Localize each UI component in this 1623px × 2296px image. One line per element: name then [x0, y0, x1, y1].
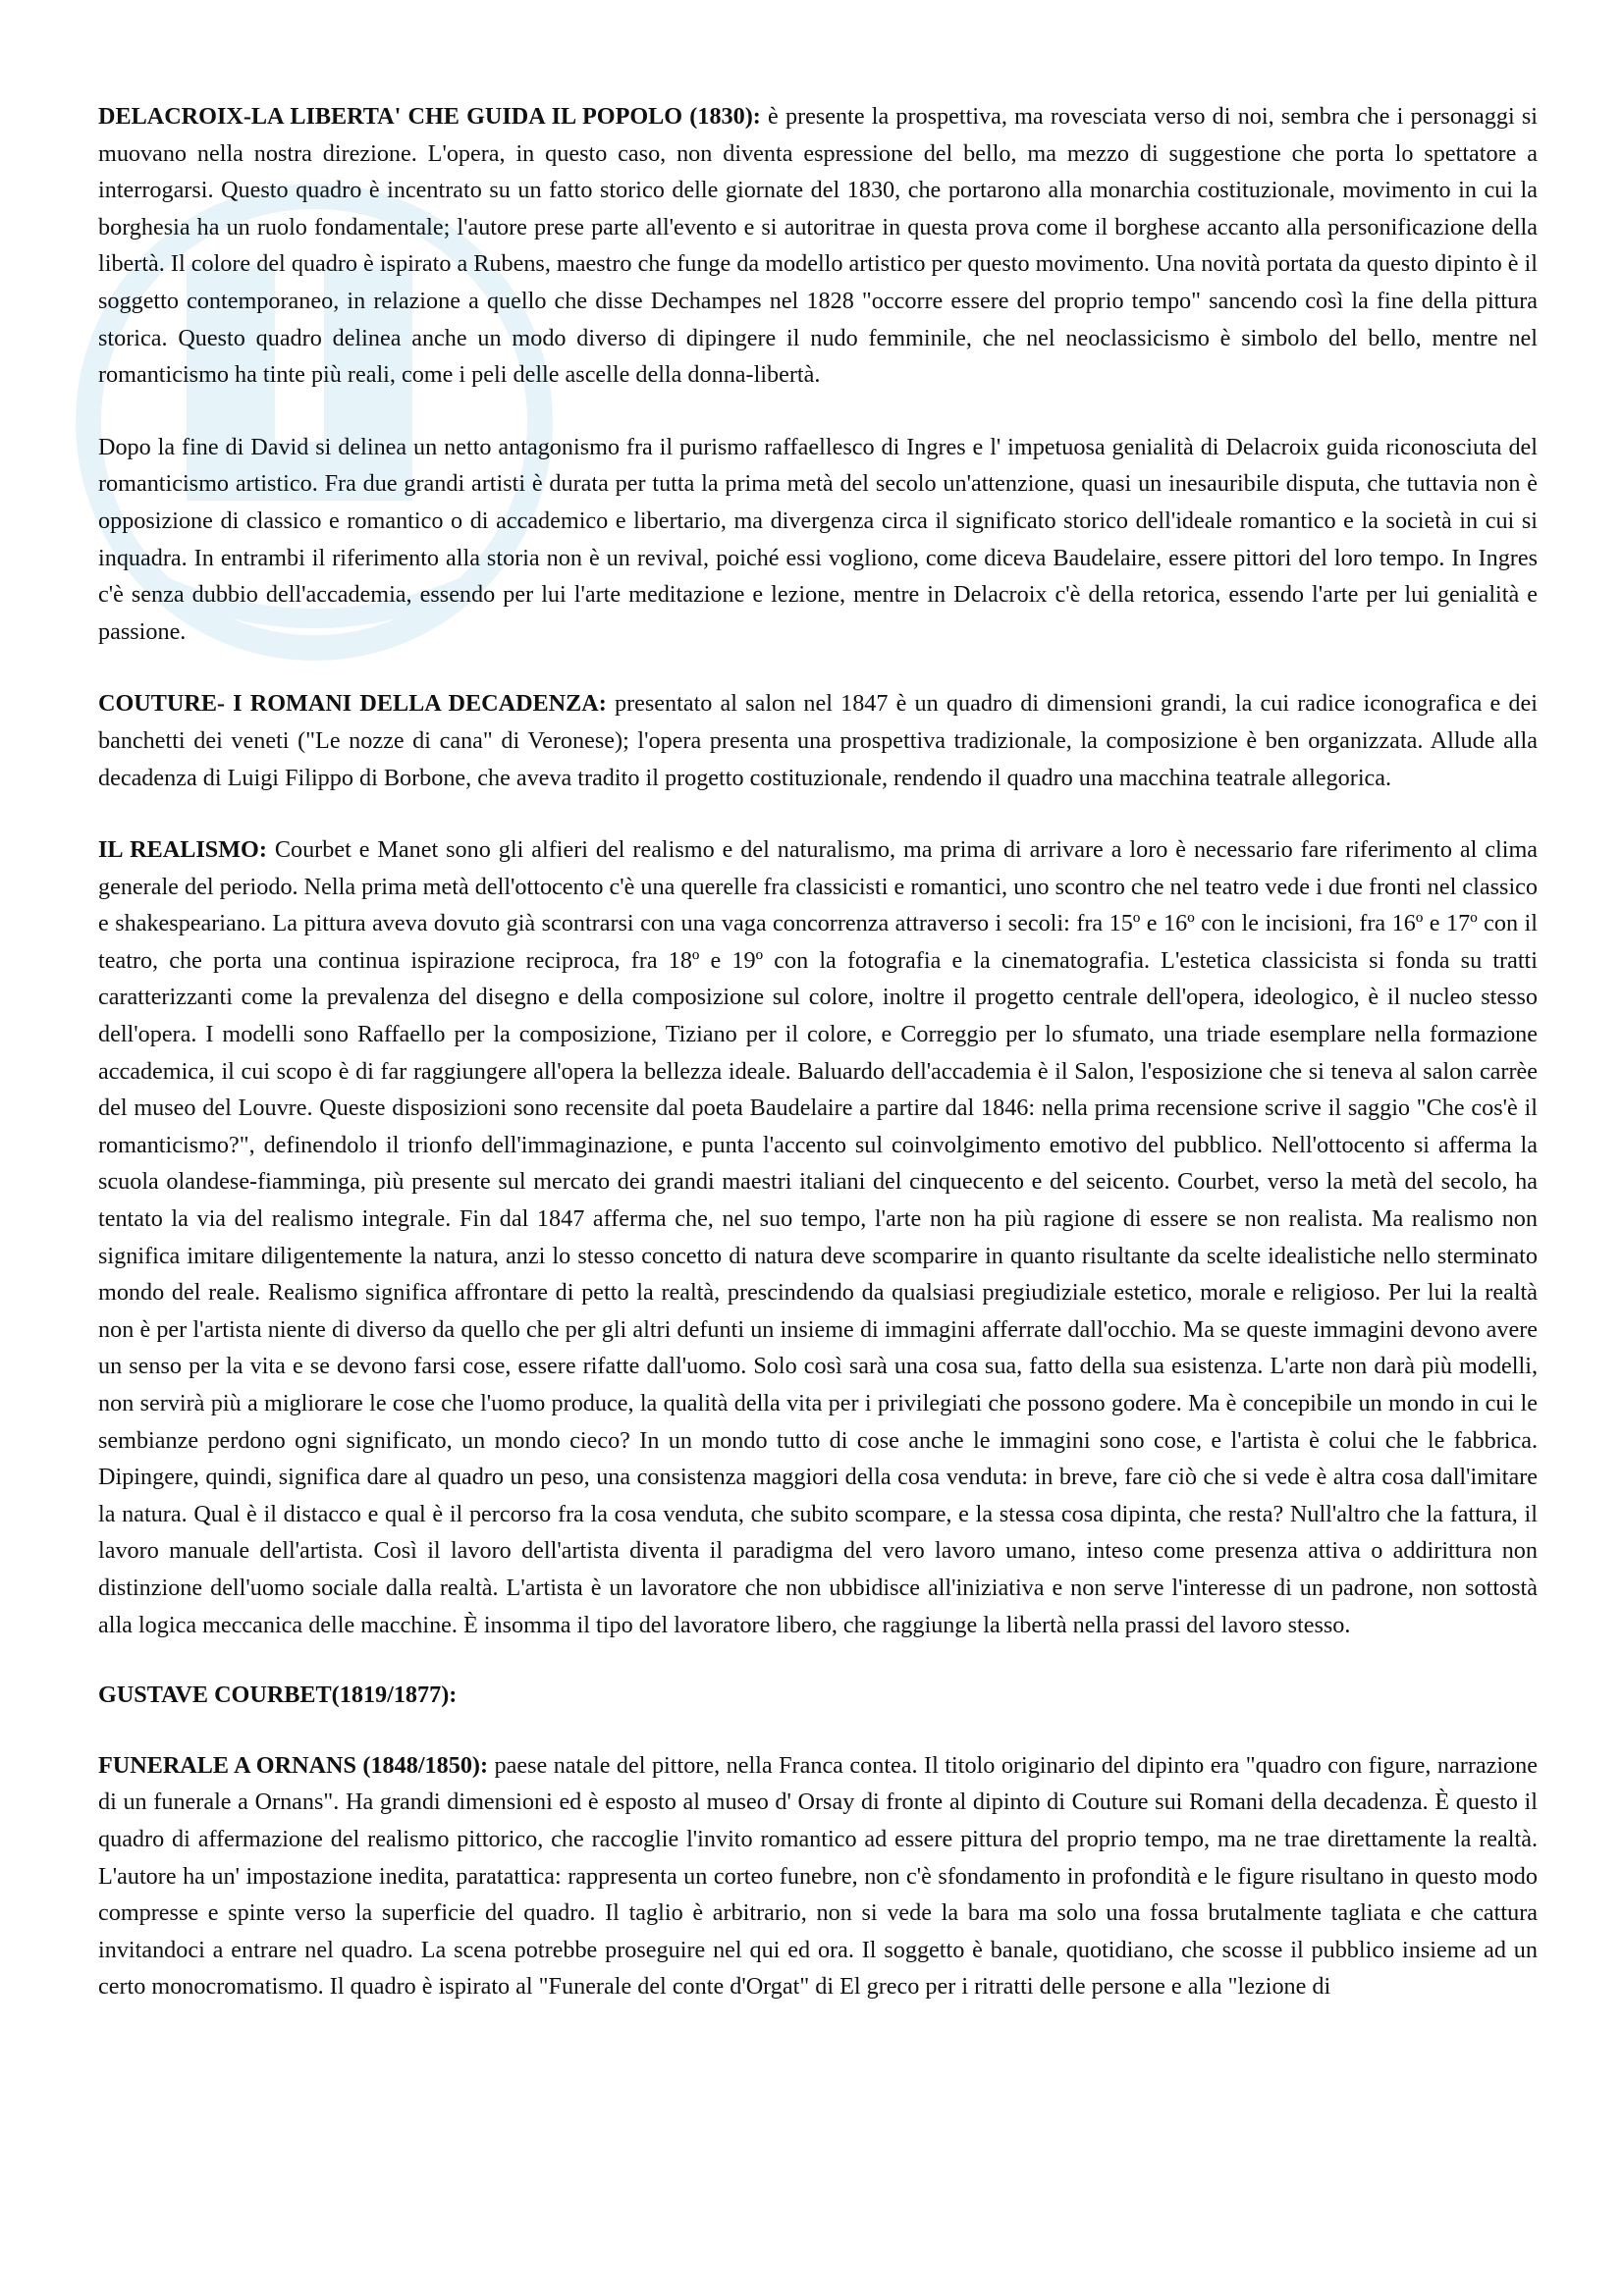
- heading-funerale: FUNERALE A ORNANS (1848/1850):: [98, 1751, 489, 1779]
- paragraph-couture: [98, 685, 1538, 796]
- heading-realismo: IL REALISMO:: [98, 836, 267, 864]
- heading-courbet: GUSTAVE COURBET(1819/1877):: [98, 1682, 458, 1709]
- paragraph-realismo: [98, 831, 1538, 1643]
- document-body: [98, 98, 1538, 2005]
- text-delacroix: è presente la prospettiva, ma rovesciata verso di noi, sembra che i personaggi si muovano nella nostra direzione. L'opera, in questo caso, non diventa espressione del bello, ma mezzo di suggestione che porta lo spettatore a interrogarsi. Questo quadro è incentrato su un fatto storico delle giornate del 1830, che portarono alla monarchia costituzionale, movimento in cui la borghesia ha un ruolo fondamentale; l'autore prese parte all'evento e si autoritrae in questa prova come il borghese accanto alla personificazione della libertà. Il colore del quadro è ispirato a Rubens, maestro che funge da modello artistico per questo movimento. Una novità portata da questo dipinto è il soggetto contemporaneo, in relazione a quello che disse Dechampes nel 1828 "occorre essere del proprio tempo" sancendo così la fine della pittura storica. Questo quadro delinea anche un modo diverso di dipingere il nudo femminile, che nel neoclassicismo è simbolo del bello, mentre nel romanticismo ha tinte più reali, come i peli delle ascelle della donna-libertà.: [98, 103, 1539, 389]
- text-ingres-delacroix: Dopo la fine di David si delinea un netto antagonismo fra il purismo raffaellesco di Ingres e l' impetuosa genialità di Delacroix guida riconosciuta del romanticismo artistico. Fra due grandi artisti è durata per tutta la prima metà del secolo un'attenzione, quasi un inesauribile disputa, che tuttavia non è opposizione di classico e romantico o di accademico e libertario, ma divergenza circa il significato storico dell'ideale romantico e la società in cui si inquadra. In entrambi il riferimento alla storia non è un revival, poiché essi vogliono, come diceva Baudelaire, essere pittori del loro tempo. In Ingres c'è senza dubbio dell'accademia, essendo per lui l'arte meditazione e lezione, mentre in Delacroix c'è della retorica, essendo l'arte per lui genialità e passione.: [98, 433, 1538, 645]
- paragraph-delacroix: [98, 98, 1538, 394]
- paragraph-courbet-title: [98, 1677, 1538, 1714]
- text-couture: presentato al salon nel 1847 è un quadro di dimensioni grandi, la cui radice iconografica e dei banchetti dei veneti ("Le nozze di cana" di Veronese); l'opera presenta una prospettiva tradizionale, la composizione è ben organizzata. Allude alla decadenza di Luigi Filippo di Borbone, che aveva tradito il progetto costituzionale, rendendo il quadro una macchina teatrale allegorica.: [98, 690, 1538, 791]
- paragraph-ingres-delacroix: [98, 429, 1538, 651]
- text-funerale: paese natale del pittore, nella Franca contea. Il titolo originario del dipinto era "quadro con figure, narrazione di un funerale a Ornans". Ha grandi dimensioni ed è esposto al museo d' Orsay di fronte al dipinto di Couture sui Romani della decadenza. È questo il quadro di affermazione del realismo pittorico, che raccoglie l'invito romantico ad essere pittura del proprio tempo, ma ne trae direttamente la realtà. L'autore ha un' impostazione inedita, paratattica: rappresenta un corteo funebre, non c'è sfondamento in profondità e le figure risultano in questo modo compresse e spinte verso la superficie del quadro. Il taglio è arbitrario, non si vede la bara ma solo una fossa brutalmente tagliata e che cattura invitandoci a entrare nel quadro. La scena potrebbe proseguire nel qui ed ora. Il soggetto è banale, quotidiano, che scosse il pubblico insieme ad un certo monocromatismo. Il quadro è ispirato al "Funerale del conte d'Orgat" di El greco per i ritratti delle persone e alla "lezione di: [98, 1751, 1538, 2001]
- heading-couture: COUTURE- I ROMANI DELLA DECADENZA:: [98, 690, 607, 718]
- text-realismo: Courbet e Manet sono gli alfieri del realismo e del naturalismo, ma prima di arrivare a loro è necessario fare riferimento al clima generale del periodo. Nella prima metà dell'ottocento c'è una querelle fra classicisti e romantici, uno scontro che nel teatro vede i due fronti nel classico e shakespeariano. La pittura aveva dovuto già scontrarsi con una vaga concorrenza attraverso i secoli: fra 15º e 16º con le incisioni, fra 16º e 17º con il teatro, che porta una continua ispirazione reciproca, fra 18º e 19º con la fotografia e la cinematografia. L'estetica classicista si fonda su tratti caratterizzanti come la prevalenza del disegno e della composizione sul colore, inoltre il progetto centrale dell'opera, ideologico, è il nucleo stesso dell'opera. I modelli sono Raffaello per la composizione, Tiziano per il colore, e Correggio per lo sfumato, una triade esemplare nella formazione accademica, il cui scopo è di far raggiungere all'opera la bellezza ideale. Baluardo dell'accademia è il Salon, l'esposizione che si teneva al salon carrèe del museo del Louvre. Queste disposizioni sono recensite dal poeta Baudelaire a partire dal 1846: nella prima recensione scrive il saggio "Che cos'è il romanticismo?", definendolo il trionfo dell'immaginazione, e punta l'accento sul coinvolgimento emotivo del pubblico. Nell'ottocento si afferma la scuola olandese-fiamminga, più presente sul mercato dei grandi maestri italiani del cinquecento e del seicento. Courbet, verso la metà del secolo, ha tentato la via del realismo integrale. Fin dal 1847 afferma che, nel suo tempo, l'arte non ha più ragione di essere se non realista. Ma realismo non significa imitare diligentemente la natura, anzi lo stesso concetto di natura deve scomparire in quanto risultante da scelte idealistiche nello sterminato mondo del reale. Realismo significa affrontare di petto la realtà, prescindendo da qualsiasi pregiudiziale estetico, morale e religioso. Per lui la realtà non è per l'artista niente di diverso da quello che per gli altri defunti un insieme di immagini afferrate dall'occhio. Ma se queste immagini devono avere un senso per la vita e se devono farsi cose, essere rifatte dall'uomo. Solo così sarà una cosa sua, fatto della sua esistenza. L'arte non darà più modelli, non servirà più a migliorare le cose che l'uomo produce, la qualità della vita per i privilegiati che possono godere. Ma è concepibile un mondo in cui le sembianze perdono ogni significato, un mondo cieco? In un mondo tutto di cose anche le immagini sono cose, e l'artista è colui che le fabbrica. Dipingere, quindi, significa dare al quadro un peso, una consistenza maggiori della cosa venduta: in breve, fare ciò che si vede è altra cosa dall'imitare la natura. Qual è il distacco e qual è il percorso fra la cosa venduta, che subito scompare, e la stessa cosa dipinta, che resta? Null'altro che la fattura, il lavoro manuale dell'artista. Così il lavoro dell'artista diventa il paradigma del vero lavoro umano, inteso come presenza attiva o addirittura non distinzione dell'uomo sociale dalla realtà. L'artista è un lavoratore che non ubbidisce all'iniziativa e non serve l'interesse di un padrone, non sottostà alla logica meccanica delle macchine. È insomma il tipo del lavoratore libero, che raggiunge la libertà nella prassi del lavoro stesso.: [98, 836, 1538, 1638]
- heading-delacroix: DELACROIX-LA LIBERTA' CHE GUIDA IL POPOLO (1830):: [98, 103, 761, 130]
- paragraph-funerale: [98, 1747, 1538, 2005]
